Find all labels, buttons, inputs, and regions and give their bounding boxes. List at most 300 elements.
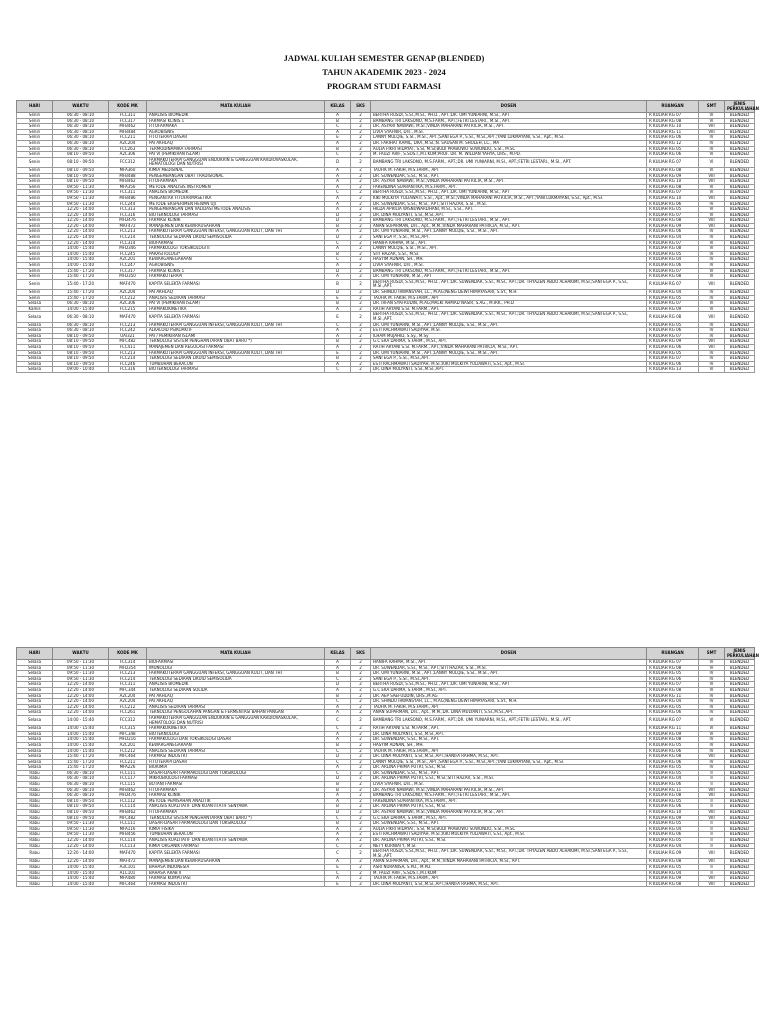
cell-dosen: TAUFIK M. FAKIH, M.S.FARM., APT	[371, 167, 647, 173]
cell-waktu: 06:30 - 08:10	[53, 793, 109, 799]
column-header-waktu: WAKTU	[53, 101, 109, 113]
cell-waktu: 14:00 - 15:40	[53, 737, 109, 743]
cell-smt: VI	[699, 212, 725, 218]
cell-kelas: A	[325, 798, 351, 804]
cell-dosen: DR. UMI YUNIARNI, M.SI., APT.;LANNY MULQIE, S.SI., M.SI., APT.	[371, 671, 647, 677]
cell-kode-mk: FCC214	[109, 676, 147, 682]
cell-kelas: E	[325, 350, 351, 356]
cell-dosen: BERTHA RUSDI, S.SI.,M.SI., PH.D., APT.;DR. UMI YUNIARNI, M.SI., APT	[371, 190, 647, 196]
document-title-line-1: JADWAL KULIAH SEMESTER GENAP (BLENDED)	[283, 53, 485, 63]
cell-kode-mk: FCC111	[109, 821, 147, 827]
cell-smt: IV	[699, 290, 725, 296]
cell-kode-mk: MFB462	[109, 810, 147, 816]
cell-jenis-perkuliahan: BLENDED	[725, 301, 755, 307]
cell-hari: Rabu	[17, 826, 53, 832]
cell-sks: 2	[351, 660, 371, 666]
cell-mata-kuliah: TUMBUHAN BERACUN	[147, 361, 325, 367]
cell-sks: 2	[351, 218, 371, 224]
cell-ruangan: R KULIAH RG 06	[647, 804, 699, 810]
cell-kode-mk: FCC245	[109, 251, 147, 257]
cell-sks: 2	[351, 759, 371, 765]
cell-jenis-perkuliahan: BLENDED	[725, 350, 755, 356]
cell-sks: 2	[351, 257, 371, 263]
cell-dosen: DR. SHINDU IRWANSYAH, LC., M.AG;NENG DEWI HIMAYASARI, S.SY., M.H.	[371, 290, 647, 296]
cell-jenis-perkuliahan: BLENDED	[725, 251, 755, 257]
cell-kode-mk: MFB462	[109, 787, 147, 793]
cell-waktu: 09:50 - 11:30	[53, 676, 109, 682]
cell-sks: 2	[351, 274, 371, 280]
cell-dosen: DR. ASYARI NAWAWI, M.SI.;VINDA MAHARANI PATRICIA, M.SI., APT.	[371, 179, 647, 185]
cell-jenis-perkuliahan: BLENDED	[725, 184, 755, 190]
cell-ruangan: R KULIAH RG 10	[647, 810, 699, 816]
cell-smt: IV	[699, 322, 725, 328]
cell-dosen: ANAN SUPARMAN, Drs., Apt., M.M.;VINDA MAHARANI PATRICIA, M.SI., APT.	[371, 859, 647, 865]
cell-sks: 2	[351, 207, 371, 213]
cell-smt: IV	[699, 671, 725, 677]
cell-kode-mk: FCC315	[109, 726, 147, 732]
cell-kode-mk: UAI321	[109, 333, 147, 339]
cell-jenis-perkuliahan: BLENDED	[725, 742, 755, 748]
cell-mata-kuliah: PARASITOLOGI*	[147, 251, 325, 257]
cell-smt: IV	[699, 742, 725, 748]
table-row	[17, 367, 755, 373]
cell-smt: II	[699, 798, 725, 804]
cell-kelas: A	[325, 344, 351, 350]
cell-mata-kuliah: BIOTEKNOLOGI FARMASI	[147, 212, 325, 218]
cell-kelas: C	[325, 770, 351, 776]
cell-waktu: 12:20 - 14:00	[53, 843, 109, 849]
cell-jenis-perkuliahan: BLENDED	[725, 843, 755, 849]
cell-kelas: B	[325, 339, 351, 345]
cell-ruangan: R KULIAH RG 08	[647, 754, 699, 760]
cell-smt: IV	[699, 765, 725, 771]
cell-sks: 2	[351, 129, 371, 135]
cell-jenis-perkuliahan: BLENDED	[725, 223, 755, 229]
cell-sks: 2	[351, 864, 371, 870]
cell-ruangan: R KULIAH RG 04	[647, 235, 699, 241]
cell-sks: 2	[351, 135, 371, 141]
cell-hari: Senin	[17, 179, 53, 185]
cell-smt: II	[699, 776, 725, 782]
cell-waktu: 06:30 - 08:10	[53, 328, 109, 334]
cell-jenis-perkuliahan: BLENDED	[725, 322, 755, 328]
cell-jenis-perkuliahan: BLENDED	[725, 754, 755, 760]
cell-mata-kuliah: TEKNOLOGI SEDIAAN LIKUID SEMISOLIDA	[147, 676, 325, 682]
cell-sks: 2	[351, 832, 371, 838]
cell-kelas: D	[325, 810, 351, 816]
cell-hari: Selasa	[17, 676, 53, 682]
cell-ruangan: R KULIAH RG 08	[647, 118, 699, 124]
cell-dosen: AULIA FIKRI HIDAYAT, S.SI, M.SI;BUDI PRABOWO SUWONDO, S.SI., M.SC	[371, 826, 647, 832]
cell-kode-mk: MFA116	[109, 826, 147, 832]
cell-smt: VIII	[699, 129, 725, 135]
cell-smt: VIII	[699, 876, 725, 882]
cell-mata-kuliah: BIOTEKNOLOGI FARMASI	[147, 367, 325, 373]
cell-kode-mk: FCC212	[109, 704, 147, 710]
column-header-waktu: WAKTU	[53, 648, 109, 660]
cell-smt: VI	[699, 240, 725, 246]
cell-smt: VI	[699, 301, 725, 307]
cell-ruangan: R KULIAH RG 07	[647, 240, 699, 246]
cell-ruangan: R KULIAH RG 08	[647, 312, 699, 322]
cell-ruangan: R KULIAH RG 08	[647, 859, 699, 865]
cell-jenis-perkuliahan: BLENDED	[725, 113, 755, 119]
cell-smt: VI	[699, 682, 725, 688]
cell-ruangan: R KULIAH RG 05	[647, 146, 699, 152]
cell-dosen: DR. DINA MULYANTI, S.SI.,M.SI.,APT.;HANIFA RAHMA, M.SI., APT.	[371, 754, 647, 760]
cell-sks: 2	[351, 301, 371, 307]
cell-sks: 2	[351, 804, 371, 810]
table-row	[17, 715, 755, 725]
cell-dosen: SANI EGA P., S.SI., M.SI.,APT.	[371, 356, 647, 362]
cell-sks: 2	[351, 339, 371, 345]
cell-jenis-perkuliahan: BLENDED	[725, 306, 755, 312]
cell-sks: 2	[351, 765, 371, 771]
cell-smt: IV	[699, 676, 725, 682]
cell-waktu: 12:20 - 14:00	[53, 235, 109, 241]
cell-waktu: 09:50 - 11:30	[53, 832, 109, 838]
cell-jenis-perkuliahan: BLENDED	[725, 671, 755, 677]
cell-ruangan: R KULIAH RG 05	[647, 770, 699, 776]
cell-ruangan: R KULIAH RG 09	[647, 306, 699, 312]
cell-mata-kuliah: TEKNOLOGI SEDIAAN LIKUID SEMISOLIDA	[147, 235, 325, 241]
cell-kelas: A	[325, 184, 351, 190]
cell-kode-mk: FCC312	[109, 715, 147, 725]
cell-kelas: A	[325, 704, 351, 710]
cell-smt: VI	[699, 367, 725, 373]
cell-hari: Selasa	[17, 682, 53, 688]
cell-jenis-perkuliahan: BLENDED	[725, 876, 755, 882]
cell-hari: Rabu	[17, 881, 53, 887]
cell-waktu: 14:00 - 15:40	[53, 731, 109, 737]
cell-mata-kuliah: FARMAKOTERAPI GANGGUAN ENDOKRIN & GANGGUAN KARDIOVASKULAR, HEMATOLOGI DAN NUTRISI	[147, 157, 325, 167]
cell-jenis-perkuliahan: BLENDED	[725, 838, 755, 844]
cell-kelas: B	[325, 118, 351, 124]
cell-hari: Selasa	[17, 328, 53, 334]
cell-kode-mk: A2C204	[109, 140, 147, 146]
cell-waktu: 06:30 - 08:10	[53, 782, 109, 788]
cell-smt: VI	[699, 660, 725, 666]
cell-hari: Rabu	[17, 793, 53, 799]
cell-waktu: 06:30 - 08:10	[53, 776, 109, 782]
cell-jenis-perkuliahan: BLENDED	[725, 693, 755, 699]
cell-sks: 2	[351, 246, 371, 252]
cell-ruangan: R KULIAH RG 04	[647, 776, 699, 782]
cell-smt: II	[699, 864, 725, 870]
cell-jenis-perkuliahan: BLENDED	[725, 782, 755, 788]
cell-smt: IV	[699, 251, 725, 257]
cell-jenis-perkuliahan: BLENDED	[725, 129, 755, 135]
cell-mata-kuliah: TERMODINAMIKA FARMASI	[147, 146, 325, 152]
cell-waktu: 06:30 - 08:10	[53, 113, 109, 119]
cell-jenis-perkuliahan: BLENDED	[725, 776, 755, 782]
cell-mata-kuliah: KAPITA SELEKTA FARMASI	[147, 279, 325, 289]
cell-hari: Senin	[17, 229, 53, 235]
cell-dosen: DR. ASYARI NAWAWI, M.SI.;VINDA MAHARANI PATRICIA, M.SI., APT.	[371, 810, 647, 816]
cell-kelas: C	[325, 715, 351, 725]
cell-kelas: A	[325, 328, 351, 334]
cell-hari: Senin	[17, 207, 53, 213]
cell-jenis-perkuliahan: BLENDED	[725, 246, 755, 252]
cell-mata-kuliah: ANALISIS KUALITATIF DAN KUANTITATIF SENYAWA	[147, 804, 325, 810]
cell-kelas: C	[325, 367, 351, 373]
cell-kode-mk: FCC114	[109, 804, 147, 810]
cell-smt: VIII	[699, 815, 725, 821]
cell-hari: Senin	[17, 246, 53, 252]
cell-smt: VIII	[699, 279, 725, 289]
cell-jenis-perkuliahan: BLENDED	[725, 759, 755, 765]
cell-sks: 2	[351, 699, 371, 705]
cell-waktu: 06:30 - 08:10	[53, 118, 109, 124]
cell-jenis-perkuliahan: BLENDED	[725, 676, 755, 682]
cell-smt: VIII	[699, 179, 725, 185]
cell-mata-kuliah: TUMBUHAN BERACUN	[147, 832, 325, 838]
cell-dosen: DR. ARLINA PRIMA PUTRI, S.SI., M.SI.	[371, 804, 647, 810]
cell-kode-mk: FCC316	[109, 212, 147, 218]
cell-ruangan: R KULIAH RG 05	[647, 765, 699, 771]
cell-kode-mk: FCC311	[109, 190, 147, 196]
cell-mata-kuliah: FITOTERAPI DASAR	[147, 759, 325, 765]
cell-kode-mk: MAF470	[109, 312, 147, 322]
cell-kelas: E	[325, 864, 351, 870]
cell-mata-kuliah: FARMAKOKINETIKA	[147, 306, 325, 312]
cell-jenis-perkuliahan: BLENDED	[725, 333, 755, 339]
cell-kode-mk: MFB462	[109, 179, 147, 185]
cell-hari: Senin	[17, 218, 53, 224]
cell-smt: IV	[699, 350, 725, 356]
cell-mata-kuliah: MIKROBIOLOGI FARMASI	[147, 776, 325, 782]
cell-jenis-perkuliahan: BLENDED	[725, 173, 755, 179]
cell-sks: 2	[351, 687, 371, 693]
cell-ruangan: R KULIAH RG 05	[647, 207, 699, 213]
cell-kode-mk: FCC263	[109, 146, 147, 152]
cell-smt: II	[699, 782, 725, 788]
cell-jenis-perkuliahan: BLENDED	[725, 124, 755, 130]
cell-smt: VIII	[699, 754, 725, 760]
cell-waktu: 08:10 - 09:50	[53, 815, 109, 821]
cell-waktu: 08:10 - 09:50	[53, 356, 109, 362]
cell-kelas: B	[325, 671, 351, 677]
cell-smt: IV	[699, 693, 725, 699]
cell-sks: 2	[351, 682, 371, 688]
column-header-ruangan: RUANGAN	[647, 648, 699, 660]
cell-kelas: A	[325, 274, 351, 280]
cell-ruangan: R KULIAH RG 10	[647, 179, 699, 185]
cell-jenis-perkuliahan: BLENDED	[725, 737, 755, 743]
cell-sks: 2	[351, 333, 371, 339]
cell-ruangan: R KULIAH RG 08	[647, 246, 699, 252]
cell-dosen: DR. DINA MULYANTI, S.SI.,M.SI.,APT.;HANIFA RAHMA, M.SI., APT.	[371, 881, 647, 887]
column-header-jenis-perkuliahan: JENIS PERKULIAHAN	[725, 101, 755, 113]
cell-smt: VIII	[699, 849, 725, 859]
column-header-sks: SKS	[351, 101, 371, 113]
cell-ruangan: R KULIAH RG 09	[647, 876, 699, 882]
cell-dosen: HILDA APRILIA WISNUWARDHANI, M.SI., S.SI., APT.	[371, 207, 647, 213]
cell-sks: 2	[351, 344, 371, 350]
cell-waktu: 08:10 - 09:50	[53, 810, 109, 816]
cell-waktu: 12:20 - 14:00	[53, 229, 109, 235]
cell-waktu: 15:40 - 17:20	[53, 759, 109, 765]
cell-smt: IV	[699, 263, 725, 269]
cell-smt: IV	[699, 737, 725, 743]
cell-mata-kuliah: MANAJEMEN DAN KEWIRAUSAHAAN	[147, 859, 325, 865]
cell-hari: Selasa	[17, 333, 53, 339]
cell-kelas: D	[325, 218, 351, 224]
cell-kode-mk: FCC246	[109, 361, 147, 367]
cell-sks: 2	[351, 157, 371, 167]
cell-sks: 2	[351, 279, 371, 289]
cell-ruangan: R KULIAH RG 04	[647, 290, 699, 296]
cell-dosen: DR. ARLINA PRIMA PUTRI, S.SI., M.SI.	[371, 765, 647, 771]
cell-waktu: 15:40 - 17:20	[53, 279, 109, 289]
cell-hari: Selasa	[17, 748, 53, 754]
cell-dosen: DR. DINA MULYANTI, S.SI.,M.SI.,APT.	[371, 731, 647, 737]
cell-kode-mk: MFC482	[109, 815, 147, 821]
cell-sks: 2	[351, 748, 371, 754]
cell-kode-mk: MFB462	[109, 124, 147, 130]
cell-mata-kuliah: TEKNOLOGI SISTEM PENGHANTARAN OBAT BARU *)	[147, 815, 325, 821]
cell-sks: 2	[351, 737, 371, 743]
cell-mata-kuliah: KIMIA ORGANIK FARMASI	[147, 843, 325, 849]
cell-kelas: A	[325, 229, 351, 235]
cell-waktu: 15:40 - 17:20	[53, 274, 109, 280]
cell-smt: IV	[699, 361, 725, 367]
cell-dosen: BERTHA RUSDI, S.SI.,M.SI., PH.D., APT.;DR. UMI YUNIARNI, M.SI., APT	[371, 113, 647, 119]
cell-kelas: A	[325, 246, 351, 252]
cell-kelas: A	[325, 826, 351, 832]
cell-jenis-perkuliahan: BLENDED	[725, 290, 755, 296]
cell-waktu: 12:20 - 14:00	[53, 859, 109, 865]
cell-ruangan: R KULIAH RG 05	[647, 350, 699, 356]
cell-jenis-perkuliahan: BLENDED	[725, 798, 755, 804]
cell-kelas: A	[325, 876, 351, 882]
cell-dosen: M. FAUZI ARIF, S.SOS.I.,M.I.KOM;PROF. DR. M. WILDAN YAHYA, DRS., M.PD.	[371, 152, 647, 158]
cell-hari: Senin	[17, 201, 53, 207]
cell-hari: Senin	[17, 268, 53, 274]
cell-kelas: A	[325, 129, 351, 135]
cell-kelas: A	[325, 140, 351, 146]
cell-smt: VIII	[699, 859, 725, 865]
cell-mata-kuliah: FARMASI INDUSTRI	[147, 881, 325, 887]
cell-waktu: 14:00 - 15:40	[53, 306, 109, 312]
cell-hari: Senin	[17, 235, 53, 241]
table-row	[17, 881, 755, 887]
cell-kode-mk: A1C101	[109, 870, 147, 876]
cell-hari: Selasa	[17, 731, 53, 737]
cell-kelas: E	[325, 135, 351, 141]
cell-jenis-perkuliahan: BLENDED	[725, 179, 755, 185]
cell-waktu: 14:00 - 15:40	[53, 263, 109, 269]
cell-mata-kuliah: KIMIA FISIKA	[147, 826, 325, 832]
cell-kode-mk: FCC213	[109, 322, 147, 328]
cell-hari: Rabu	[17, 876, 53, 882]
cell-kelas: A	[325, 765, 351, 771]
cell-sks: 2	[351, 665, 371, 671]
cell-smt: II	[699, 821, 725, 827]
cell-jenis-perkuliahan: BLENDED	[725, 810, 755, 816]
cell-hari: Senin	[17, 167, 53, 173]
cell-kode-mk: A2C204	[109, 290, 147, 296]
cell-ruangan: R KULIAH RG 07	[647, 356, 699, 362]
cell-mata-kuliah: PAI AKHLAQ	[147, 699, 325, 705]
cell-smt: VIII	[699, 173, 725, 179]
cell-hari: Selasa	[17, 704, 53, 710]
cell-dosen: HASYIM ADNAN, SH., MH.	[371, 257, 647, 263]
cell-jenis-perkuliahan: BLENDED	[725, 367, 755, 373]
cell-kode-mk: FCC114	[109, 838, 147, 844]
cell-mata-kuliah: FARMAKOTERAPI GANGGUAN INFEKSI, GANGGUAN KULIT, DAN THT	[147, 350, 325, 356]
cell-ruangan: R KULIAH RG 11	[647, 129, 699, 135]
cell-smt: IV	[699, 257, 725, 263]
cell-ruangan: R KULIAH RG 06	[647, 201, 699, 207]
cell-ruangan: R KULIAH RG 05	[647, 704, 699, 710]
cell-kode-mk: MFC344	[109, 687, 147, 693]
cell-kelas: D	[325, 754, 351, 760]
cell-dosen: G.C EKA DARMA, S.FARM., M.SI., APT.	[371, 815, 647, 821]
cell-ruangan: R KULIAH RG 05	[647, 251, 699, 257]
cell-dosen: ESTI RACHMAWATI SADIYAH, M.SI.;KIKI MULKIYA YULIAWATI, S.SI., Apt., M.SI.	[371, 361, 647, 367]
cell-hari: Selasa	[17, 759, 53, 765]
cell-smt: VIII	[699, 312, 725, 322]
cell-kelas: D	[325, 268, 351, 274]
cell-waktu: 08:10 - 09:50	[53, 804, 109, 810]
cell-kelas: C	[325, 815, 351, 821]
cell-kode-mk: FCC244	[109, 201, 147, 207]
cell-kode-mk: MFA226	[109, 765, 147, 771]
cell-mata-kuliah: KAPITA SELEKTA FARMASI	[147, 849, 325, 859]
cell-dosen: SANI EGA P., S.SI., M.SI.,APT.	[371, 676, 647, 682]
cell-ruangan: R KULIAH RG 08	[647, 737, 699, 743]
cell-mata-kuliah: PENGANTAR FITOFARMASETIKA	[147, 195, 325, 201]
cell-kode-mk: FCC411	[109, 344, 147, 350]
cell-kelas: A	[325, 665, 351, 671]
cell-dosen: NETY KURNIATY, M.SI.	[371, 843, 647, 849]
cell-waktu: 06:30 - 08:10	[53, 787, 109, 793]
column-header-kode-mk: KODE MK	[109, 101, 147, 113]
cell-smt: VIII	[699, 223, 725, 229]
cell-hari: Selasa	[17, 367, 53, 373]
cell-dosen: LIVIA SYAFNIR, Drs., M.SI.	[371, 129, 647, 135]
cell-kelas: A	[325, 832, 351, 838]
cell-waktu: 12:20 - 14:00	[53, 682, 109, 688]
column-header-mata-kuliah: MATA KULIAH	[147, 101, 325, 113]
cell-hari: Rabu	[17, 864, 53, 870]
cell-sks: 2	[351, 726, 371, 732]
cell-ruangan: R KULIAH RG 13	[647, 367, 699, 373]
cell-jenis-perkuliahan: BLENDED	[725, 731, 755, 737]
cell-kelas: D	[325, 235, 351, 241]
cell-sks: 2	[351, 312, 371, 322]
cell-mata-kuliah: MANAJEMEN DAN KEWIRAUSAHAAN	[147, 223, 325, 229]
cell-waktu: 15:40 - 17:20	[53, 290, 109, 296]
cell-kode-mk: MFD476	[109, 793, 147, 799]
cell-mata-kuliah: PAI AKHLAQ	[147, 140, 325, 146]
cell-sks: 2	[351, 179, 371, 185]
cell-waktu: 09:50 - 11:30	[53, 660, 109, 666]
cell-sks: 2	[351, 190, 371, 196]
cell-waktu: 15:40 - 17:20	[53, 765, 109, 771]
cell-hari: Senin	[17, 146, 53, 152]
cell-kode-mk: FCC313	[109, 207, 147, 213]
cell-dosen: DR. ASYARI NAWAWI, M.SI.;VINDA MAHARANI PATRICIA, M.SI., APT.	[371, 787, 647, 793]
cell-jenis-perkuliahan: BLENDED	[725, 665, 755, 671]
table-header	[17, 648, 759, 660]
cell-jenis-perkuliahan: BLENDED	[725, 881, 755, 887]
cell-smt: VI	[699, 687, 725, 693]
cell-jenis-perkuliahan: BLENDED	[725, 135, 755, 141]
cell-sks: 2	[351, 184, 371, 190]
cell-kelas: A	[325, 167, 351, 173]
